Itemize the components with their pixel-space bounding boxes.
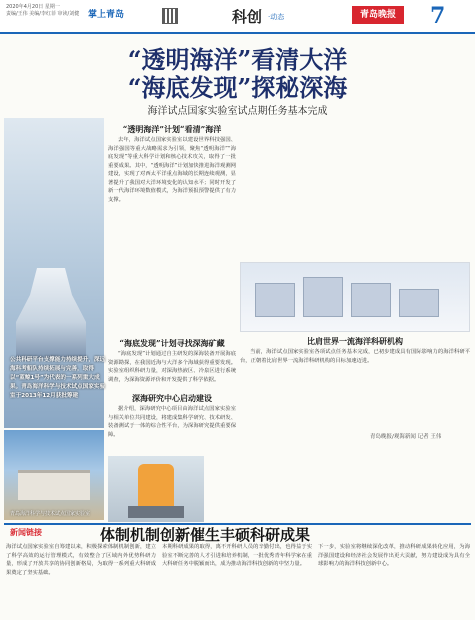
section2-heading: “海底发现”计划寻找深海矿藏 xyxy=(119,338,225,348)
section-suffix: ·动态 xyxy=(268,13,285,21)
lab-photo-caption: 青岛海洋科学与技术试点国家实验室 xyxy=(10,511,91,517)
news-col-3 xyxy=(318,543,470,617)
page-number: 7 xyxy=(430,3,446,29)
photo-caption-left: 公共科研平台支撑能力持续提升，深远海科考船队持续拓展与完善，取得以“蓝鲸1号”为代表的一系列重大成果。青岛海洋科学与技术试点国家实验室于2013年12月获批筹建 xyxy=(10,357,106,399)
headline-subtitle: 海洋试点国家实验室试点期任务基本完成 xyxy=(147,106,328,117)
deep-sea-center-render xyxy=(240,262,470,332)
qr-code-icon xyxy=(162,8,178,24)
news-col-1 xyxy=(6,543,156,617)
render-block xyxy=(399,289,439,317)
section4-body xyxy=(240,348,470,430)
render-block xyxy=(351,283,391,317)
section-name: 科创 xyxy=(232,8,263,26)
research-ship-illustration xyxy=(16,268,86,358)
paper-logo: 青岛晚报 xyxy=(352,6,404,24)
section1-body xyxy=(108,136,236,336)
section4-heading: 比肩世界一流海洋科研机构 xyxy=(307,336,403,346)
article-byline: 青岛晚报/观海新闻 记者 王伟 xyxy=(370,434,442,440)
robot-base-shape xyxy=(128,506,184,518)
app-name: 掌上青岛 xyxy=(88,10,125,20)
page-header xyxy=(0,0,475,34)
news-col-2-text: 本期科研成果的取得，离不开科研人员的辛勤付出，也得益于实验室不断完善的人才引进和培养机制，一批优秀青年科学家在重大科研任务中脱颖而出，成为推动海洋科技创新的中坚力量。 xyxy=(162,544,312,567)
section3-body xyxy=(108,405,236,455)
news-col-3-text: 下一步，实验室将继续深化改革，推动科研成果转化应用，为海洋强国建设和经济社会发展作出更大贡献，努力建设成为具有全球影响力的海洋科技创新中心。 xyxy=(318,544,470,567)
editor-credits: 责编/王伟 美编/李红菲 审读/刘健 xyxy=(6,11,80,17)
news-link-tag: 新闻链接 xyxy=(10,528,42,537)
section2-paragraph: “海底发现”计划通过自主研发的深海装备开展海底资源勘探，在我国近海与大洋多个海域获得重要发现。实验室组织科研力量，对深海热液区、冷泉区进行系统调查，为深海资源评价和开发提供了科学依据。 xyxy=(108,351,236,383)
section2-body xyxy=(108,350,236,392)
news-link-title: 体制机制创新催生丰硕科研成果 xyxy=(100,526,311,544)
lab-building-photo xyxy=(4,430,104,520)
section1-heading: “透明海洋”计划“看清”海洋 xyxy=(122,124,222,134)
section1-paragraph: 去年，海洋试点国家实验室以建设世界科技强国、海洋强国等重大战略需求为引领，聚焦“透明海洋”“海底发现”等重大科学计划和核心技术攻关，取得了一批重要成果。其中，“透明海洋”计划加快推进海洋观测网建设，实现了对西太平洋重点海域的长期连续观测，显著提升了我国对大洋环境变化的认知水平；同时开发了新一代海洋环境数值模式，为海洋预报预警提供了有力支撑。 xyxy=(108,137,236,203)
section4-paragraph: 当前，海洋试点国家实验室各项试点任务基本完成，已初步建成具有国际影响力的海洋科研平台，正朝着比肩世界一流海洋科研机构的目标加速迈进。 xyxy=(240,349,470,364)
news-col-2 xyxy=(162,543,312,617)
headline-line1: “透明海洋”看清大洋 xyxy=(127,45,348,74)
headline-line2: “海底发现”探秘深海 xyxy=(127,73,348,102)
section3-heading: 深海研究中心启动建设 xyxy=(132,393,212,403)
render-block xyxy=(255,283,295,317)
building-shape xyxy=(18,470,90,500)
news-col-1-text: 海洋试点国家实验室自筹建以来，积极探索体制机制创新，建立了科学高效的运行管理模式，有效整合了区域内外优势科研力量，形成了开放共享的协同创新格局，为取得一系列重大科研成果奠定了坚实基础。 xyxy=(6,544,156,576)
issue-date: 2020年4月20日 星期一 xyxy=(6,4,60,10)
issue-info xyxy=(6,4,79,18)
ship-photo xyxy=(4,118,104,428)
render-block xyxy=(303,277,343,317)
section3-paragraph: 据介绍，深海研究中心项目由海洋试点国家实验室与相关单位共同建设，将建成集科学研究、技术研发、装备测试于一体的综合性平台，为深海研究提供重要保障。 xyxy=(108,406,236,438)
robot-arm-photo xyxy=(108,456,204,522)
